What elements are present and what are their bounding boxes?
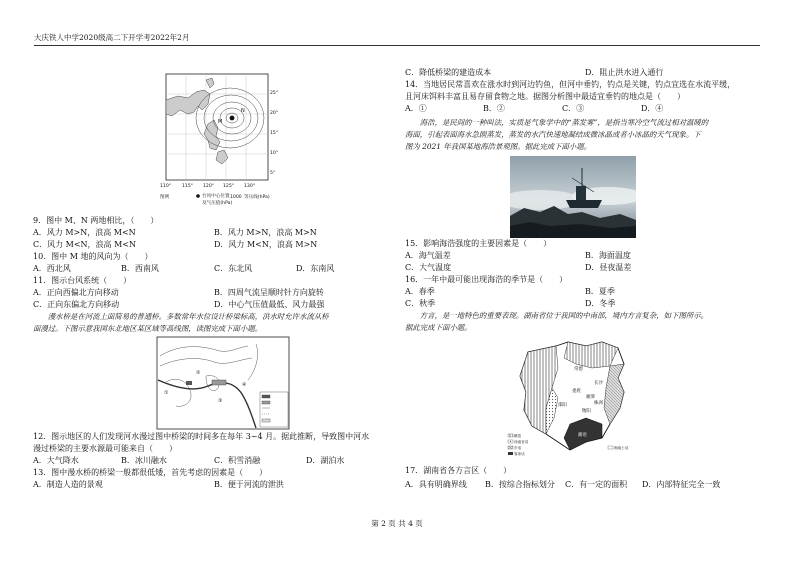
legend-item: 客家话 <box>514 452 525 456</box>
q9-option-a: A．风力 M>N，浪高 M<N <box>33 228 136 237</box>
q9-stem: 9．图中 M、N 两地相比，（ ） <box>33 216 159 225</box>
q11-option-b: B．四周气流呈顺时针方向旋转 <box>214 288 324 297</box>
q15-intro-line3: 图为 2021 年我国某地海浩景观图。据此完成下面小题。 <box>405 142 592 151</box>
q17-option-c: C．有一定的面积 <box>565 480 628 489</box>
q15-option-b: B．海面温度 <box>585 251 631 260</box>
page-footer: 第 2 页 共 4 页 <box>371 519 423 528</box>
svg-text:1000: 1000 <box>230 195 242 200</box>
lon-label: 125° <box>223 184 235 189</box>
legend-item: 赣语 <box>514 434 522 438</box>
q14-option-d: D．④ <box>641 104 664 113</box>
q11-stem: 11．图示台风系统（ ） <box>33 276 132 285</box>
svg-text:N: N <box>241 108 245 114</box>
q16-option-d: D．冬季 <box>585 299 616 308</box>
q17-intro-line1: 方言，是一地特色的重要表现。湖南省位于我国的中南部，境内方言复杂，如下图所示。 <box>405 311 709 320</box>
q9-option-d: D．风力 M<N，浪高 M>N <box>214 240 318 249</box>
q9-option-b: B．风力 M>N，浪高 M>N <box>214 228 317 237</box>
lon-label: 130° <box>244 184 256 189</box>
q9-option-c: C．风力 M<N，浪高 M<N <box>33 240 136 249</box>
map-label: 邵阳 <box>558 403 567 408</box>
q15-stem: 15．影响海浩强度的主要因素是（ ） <box>405 239 552 248</box>
lat-label: 20° <box>270 111 279 116</box>
q12-option-c: C．积雪消融 <box>214 456 261 465</box>
q14-option-a: A．① <box>405 104 427 113</box>
q14-option-b: B．② <box>483 104 505 113</box>
lat-label: 5° <box>270 171 276 176</box>
svg-text:②: ② <box>196 370 201 376</box>
page-header: 大庆铁人中学2020级高二下开学考2022年2月 <box>34 33 190 42</box>
q11-option-c: C．正向东偏北方向移动 <box>33 300 120 309</box>
legend-item: 湘南土话 <box>614 446 629 450</box>
q17-intro-line2: 据此完成下面小题。 <box>405 323 472 332</box>
q12-intro-line2: 面漫过。下图示意我国东北地区某区域等高线图，读图完成下面小题。 <box>33 324 263 333</box>
map-label: 湘潭 <box>586 395 595 400</box>
map-label: 常德 <box>574 367 583 372</box>
svg-text:③: ③ <box>218 398 223 404</box>
q17-option-b: B．按综合指标划分 <box>485 480 555 489</box>
q15-intro-line2: 海面，引起表面海水急剧蒸发，蒸发的水汽快速地凝结成微冰晶或者小冰晶的天气现象。下 <box>405 130 701 139</box>
map-label: 湘语 <box>578 433 587 438</box>
q15-option-c: C．大气温度 <box>405 263 452 272</box>
q12-stem-line1: 12．图示地区的人们发现河水漫过图中桥梁的时间多在每年 3~4 月。据此推断，导致图中河水 <box>33 432 370 441</box>
q12-option-a: A．大气降水 <box>33 456 79 465</box>
lon-label: 110° <box>160 184 172 189</box>
q13-option-d: D．阻止洪水进入通行 <box>585 68 664 77</box>
svg-text:④: ④ <box>242 382 247 388</box>
svg-text:及气压值(hPa): 及气压值(hPa) <box>202 201 233 206</box>
q10-option-a: A．西北风 <box>33 264 71 273</box>
lon-label: 120° <box>203 184 215 189</box>
svg-text:①: ① <box>164 390 169 396</box>
q14-stem-line2: 且河床饵料丰富且易存留食物之地。据图分析图中最适宜垂钓的地点是（ ） <box>405 92 685 101</box>
contour-map <box>156 336 290 430</box>
q12-stem-line2: 漫过桥梁的主要水源最可能来自（ ） <box>33 444 177 453</box>
q15-intro-line1: 海浩，是民间的一种叫法，实质是气象学中的“蒸发雾”，是指当寒冷空气流过相对温暖的 <box>405 118 709 127</box>
q16-option-c: C．秋季 <box>405 299 436 308</box>
q15-option-a: A．海气温差 <box>405 251 451 260</box>
q10-option-c: C．东北风 <box>214 264 253 273</box>
header-rule <box>34 45 760 46</box>
q13-option-b: B．便于河流的泄洪 <box>214 480 284 489</box>
typhoon-map <box>158 70 284 212</box>
svg-text:等压线(hPa): 等压线(hPa) <box>244 195 270 200</box>
q11-option-d: D．中心气压值最低、风力最强 <box>214 300 325 309</box>
q12-option-b: B．冰川融水 <box>121 456 167 465</box>
map-label: 衡阳 <box>582 409 591 414</box>
sea-smoke-photo <box>510 156 636 238</box>
lat-label: 15° <box>270 131 279 136</box>
lon-label: 115° <box>182 184 194 189</box>
q14-stem-line1: 14．当地居民常喜欢在涨水时到河边钓鱼，但河中垂钓，钓点是关键，钓点宜选在水流平缓， <box>405 80 736 89</box>
q13-option-c: C．降低桥梁的建造成本 <box>405 68 492 77</box>
q13-stem: 13．图中漫水桥的桥梁一般都很低矮，首先考虑的因素是（ ） <box>33 468 268 477</box>
q12-intro-line1: 漫水桥是在河流上面简易的普通桥。多数常年水位设计桥梁标高，洪水时允许水流从桥 <box>33 312 329 321</box>
q10-option-d: D．东南风 <box>296 264 335 273</box>
legend-item: 西南官话 <box>514 440 529 444</box>
hunan-dialect-map <box>506 338 636 462</box>
map-label: 娄底 <box>572 389 581 394</box>
q16-option-b: B．夏季 <box>585 287 615 296</box>
svg-text:M: M <box>218 119 223 125</box>
lat-label: 25° <box>270 91 279 96</box>
q14-option-c: C．③ <box>562 104 585 113</box>
q10-stem: 10．图中 M 地的风向为（ ） <box>33 252 153 261</box>
q16-option-a: A．春季 <box>405 287 435 296</box>
q10-option-b: B．西南风 <box>121 264 159 273</box>
q12-option-d: D．湖泊水 <box>306 456 345 465</box>
q17-stem: 17．湖南省各方言区（ ） <box>405 466 512 475</box>
q16-stem: 16．一年中最可能出现海浩的季节是（ ） <box>405 275 568 284</box>
q17-option-a: A．具有明确界线 <box>405 480 467 489</box>
q11-option-a: A．正向西偏北方向移动 <box>33 288 119 297</box>
map-label: 株洲 <box>594 401 603 406</box>
legend-item: 乡话 <box>514 446 522 450</box>
q17-option-d: D．内部特征完全一致 <box>642 480 721 489</box>
lat-label: 10° <box>270 151 279 156</box>
q13-option-a: A．制造人造的景观 <box>33 480 103 489</box>
legend-label: 图例 <box>160 195 170 200</box>
svg-text:台风中心位置: 台风中心位置 <box>202 194 230 199</box>
map-label: 长沙 <box>594 381 603 386</box>
q15-option-d: D．昼夜温差 <box>585 263 632 272</box>
